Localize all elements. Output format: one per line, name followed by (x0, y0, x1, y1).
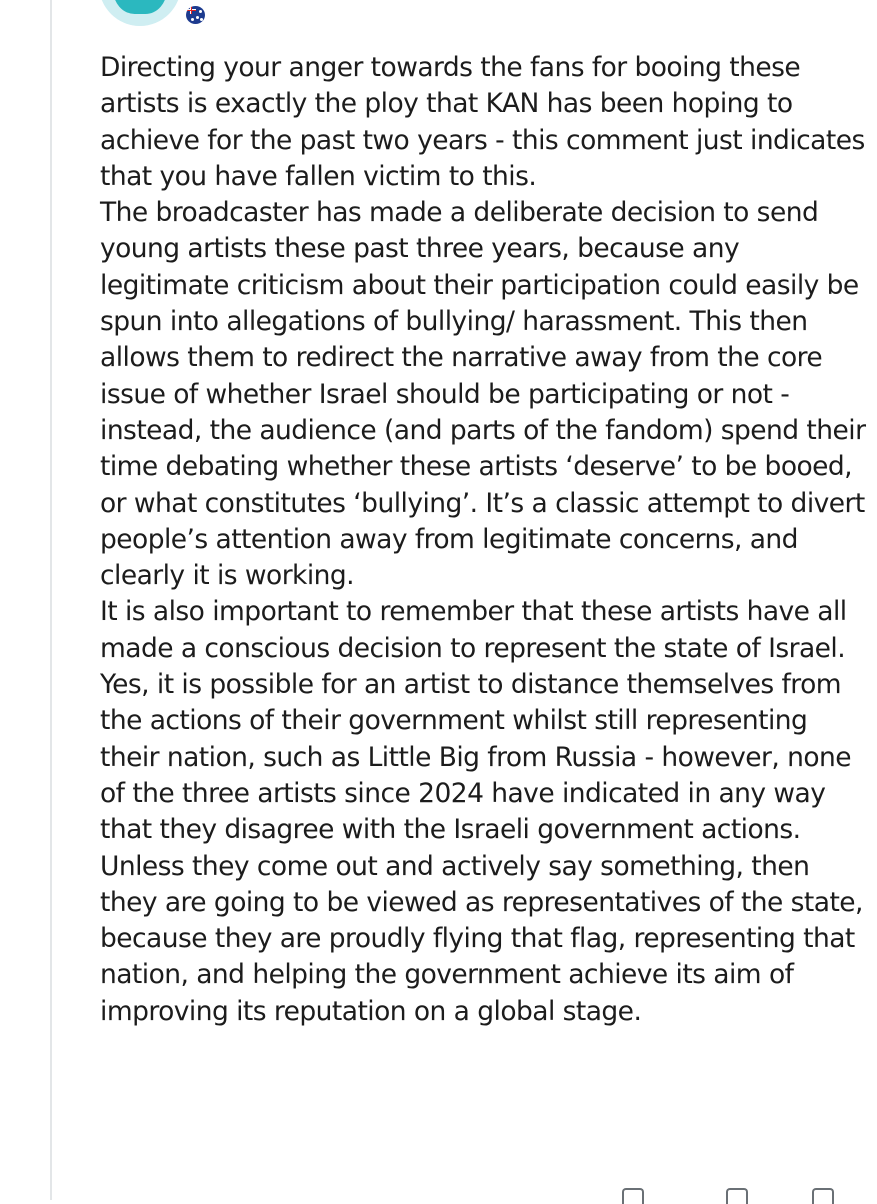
upvote-icon[interactable] (622, 1188, 644, 1204)
flag-star (200, 18, 203, 21)
australia-flag-icon (186, 6, 205, 24)
thread-line[interactable] (50, 0, 52, 1200)
flag-star (199, 10, 202, 13)
comment-action-bar (600, 1182, 877, 1200)
comment-body (100, 50, 870, 1030)
downvote-icon[interactable] (726, 1188, 748, 1204)
comment-paragraph: It is also important to remember that these artists have all made a conscious decision to represent the state of Israel. Yes, it is possible for an artist to distance themselves from the actions of their government whilst still representing their nation, such as Little Big from Russia - however, none of the three artists since 2024 have indicated in any way that they disagree with the Israeli government actions. Unless they come out and actively say something, then they are going to be viewed as representatives of the state, because they are proudly flying that flag, representing that nation, and helping the government achieve its aim of improving its reputation on a global stage. (100, 596, 863, 1027)
flag-star (196, 16, 199, 19)
comment-paragraph: The broadcaster has made a deliberate decision to send young artists these past three years, because any legitimate criticism about their participation could easily be spun into allegations of bullying/ harassment. This then allows them to redirect the narrative away from the core issue of whether Israel should be participating or not - instead, the audience (and parts of the fandom) spend their time debating whether these artists ‘deserve’ to be booed, or what constitutes ‘bullying’. It’s a classic attempt to divert people’s attention away from legitimate concerns, and clearly it is working. (100, 197, 866, 592)
comment-paragraph: Directing your anger towards the fans for booing these artists is exactly the ploy that KAN has been hoping to achieve for the past two years - this comment just indicates that you have fallen victim to this. (100, 52, 865, 192)
user-avatar[interactable] (99, 0, 181, 26)
flag-red-vertical (191, 6, 192, 14)
flag-star (191, 18, 194, 21)
reply-icon[interactable] (812, 1188, 834, 1204)
snoo-avatar-icon (113, 0, 167, 14)
